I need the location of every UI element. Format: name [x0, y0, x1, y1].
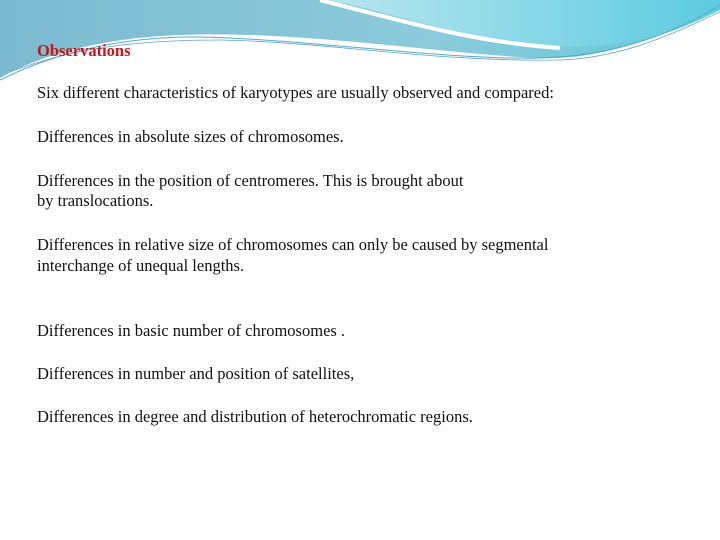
observation-item: Differences in relative size of chromosomes can only be caused by segmental: [37, 235, 549, 254]
observation-item: Differences in degree and distribution of heterochromatic regions.: [37, 407, 473, 426]
slide-title: Observations: [37, 41, 131, 60]
observation-item: Differences in absolute sizes of chromosomes.: [37, 127, 344, 146]
observation-item: Differences in the position of centromeres. This is brought about: [37, 171, 464, 190]
observation-item-continued: by translocations.: [37, 191, 154, 210]
intro-text: Six different characteristics of karyotypes are usually observed and compared:: [37, 83, 554, 102]
observation-item: Differences in basic number of chromosomes .: [37, 321, 346, 340]
observation-item: Differences in number and position of satellites,: [37, 364, 355, 383]
observation-item-continued: interchange of unequal lengths.: [37, 256, 245, 275]
